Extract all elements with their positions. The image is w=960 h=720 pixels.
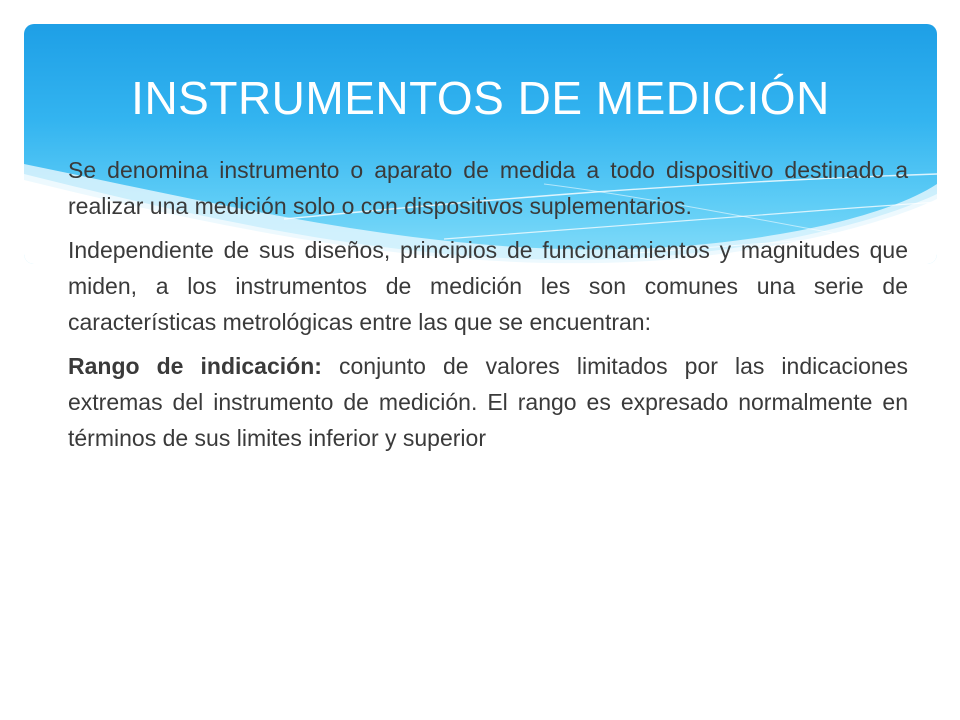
slide-title: INSTRUMENTOS DE MEDICIÓN — [131, 72, 830, 124]
range-term: Rango de indicación: — [68, 353, 322, 379]
paragraph-definition: Se denomina instrumento o aparato de medida a todo dispositivo destinado a realizar una medición solo o con dispositivos suplementarios. — [68, 157, 908, 219]
paragraph-characteristics: Independiente de sus diseños, principios de funcionamientos y magnitudes que miden, a los instrumentos de medición les son comunes una serie de características metrológicas entre las que se encuentran: — [68, 237, 908, 335]
slide-body — [68, 152, 908, 464]
paragraph-range — [68, 348, 908, 456]
range-definition: conjunto de valores limitados por las indicaciones extremas del instrumento de medición. El rango es expresado normalmente en términos de sus limites inferior y superior — [68, 353, 909, 451]
